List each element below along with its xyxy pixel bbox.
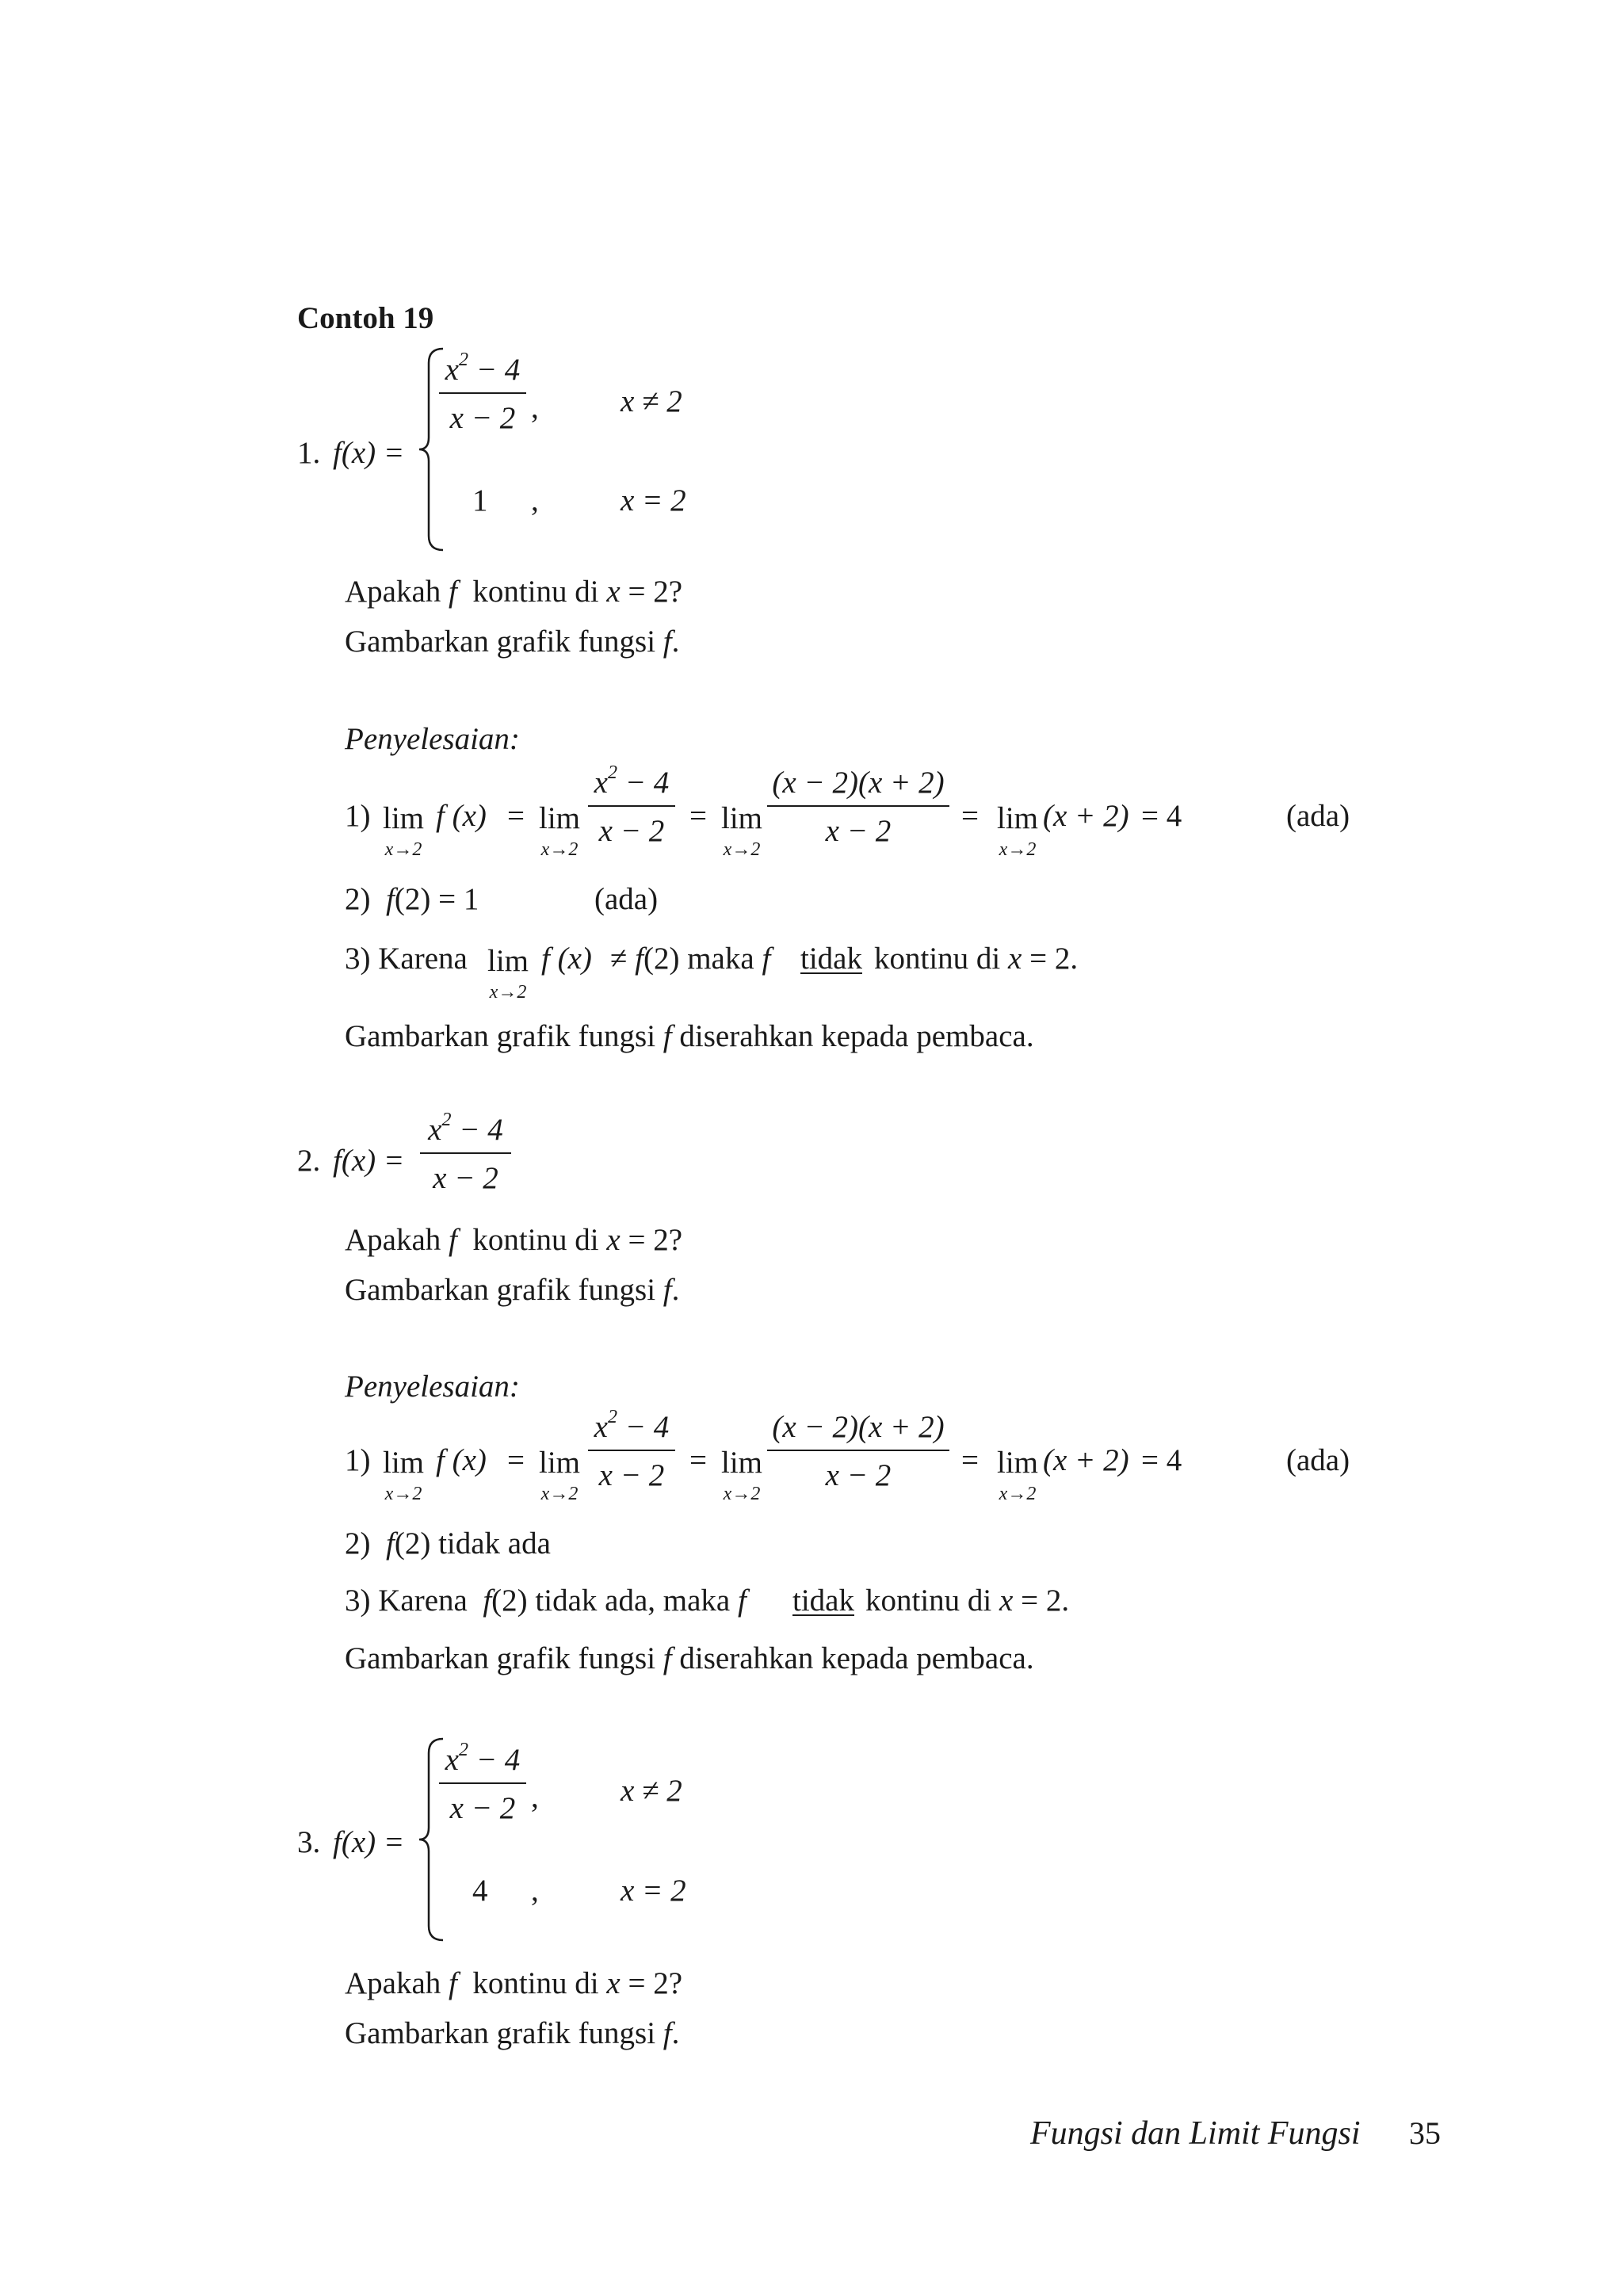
ex2-step1-exists: (ada) — [1286, 1443, 1350, 1477]
ex1-case2-comma: , — [531, 483, 539, 518]
ex1-step2: 2) f(2) = 1 — [345, 882, 479, 916]
ex1-step1-lim-c: lim x→2 — [721, 801, 763, 860]
ex2-label: 2. — [297, 1144, 321, 1178]
ex1-step1-result: = 4 — [1141, 799, 1182, 833]
ex1-step3-fx: f (x) — [541, 942, 592, 976]
ex2-fraction: $x^2 - 4$ x − 2 — [420, 1112, 511, 1196]
ex3-case1-comma: , — [531, 1780, 539, 1814]
ex1-step1-fraction-b: (x − 2)(x + 2) x − 2 — [767, 765, 949, 849]
ex1-step1-eq-c: = — [961, 799, 979, 833]
ex1-case1-comma: , — [531, 391, 539, 425]
ex2-step1-fx: f (x) — [436, 1443, 487, 1477]
ex1-step1-label: 1) — [345, 799, 371, 833]
ex3-question-continuity: Apakah f kontinu di x = 2? — [345, 1966, 683, 2000]
ex3-function: f(x) = — [333, 1825, 405, 1859]
ex3-case2-value: 4 — [472, 1874, 488, 1908]
ex1-step1-fraction-a: $x^2 - 4$ x − 2 — [588, 765, 675, 849]
ex2-step1-lim-c: lim x→2 — [721, 1446, 763, 1504]
ex2-step1-lim-b: lim x→2 — [539, 1446, 581, 1504]
ex1-label: 1. — [297, 436, 321, 470]
example-heading: Contoh 19 — [297, 301, 434, 335]
ex1-question-graph: Gambarkan grafik fungsi f. — [345, 625, 680, 659]
ex2-step3-not: tidak — [792, 1584, 854, 1618]
ex1-step1-exists: (ada) — [1286, 799, 1350, 833]
ex1-step1-fx: f (x) — [436, 799, 487, 833]
ex1-step1-simplified: (x + 2) — [1043, 799, 1129, 833]
ex1-step1-eq-b: = — [689, 799, 707, 833]
ex2-step1-fraction-b: (x − 2)(x + 2) x − 2 — [767, 1409, 949, 1493]
ex2-solution-label: Penyelesaian: — [345, 1370, 520, 1404]
ex1-step3-suffix: kontinu di x = 2. — [874, 942, 1079, 976]
ex1-step1-eq-a: = — [507, 799, 525, 833]
ex1-case1-denominator: x − 2 — [449, 401, 516, 435]
ex1-case1-numerator: $x^2 - 4$ — [445, 350, 521, 387]
ex3-label: 3. — [297, 1825, 321, 1859]
ex2-note: Gambarkan grafik fungsi f diserahkan kepada pembaca. — [345, 1641, 1034, 1675]
ex3-case2-condition: x = 2 — [621, 1874, 686, 1908]
ex1-case2-condition: x = 2 — [621, 483, 686, 518]
ex1-question-continuity: Apakah f kontinu di x = 2? — [345, 575, 683, 609]
ex1-step1-lim-d: lim x→2 — [997, 801, 1039, 860]
footer-page-number: 35 — [1409, 2115, 1441, 2151]
ex1-step3-not: tidak — [800, 942, 862, 976]
ex1-solution-label: Penyelesaian: — [345, 722, 520, 756]
ex1-step3-prefix: 3) Karena — [345, 942, 468, 976]
ex3-case1-fraction: $x^2 - 4$ x − 2 — [439, 1742, 526, 1826]
ex2-question-continuity: Apakah f kontinu di x = 2? — [345, 1223, 683, 1257]
ex2-step3-prefix: 3) Karena f(2) tidak ada, maka f — [345, 1584, 747, 1618]
ex2-step1-eq-b: = — [689, 1443, 707, 1477]
ex1-step3-lim: lim x→2 — [487, 944, 529, 1003]
ex3-case1-condition: x ≠ 2 — [621, 1774, 682, 1808]
ex1-step2-exists: (ada) — [594, 882, 659, 916]
ex2-step1-result: = 4 — [1141, 1443, 1182, 1477]
ex3-case2-comma: , — [531, 1874, 539, 1908]
ex2-question-graph: Gambarkan grafik fungsi f. — [345, 1273, 680, 1307]
ex2-function: f(x) = — [333, 1144, 405, 1178]
ex1-step1-lim-b: lim x→2 — [539, 801, 581, 860]
ex3-question-graph: Gambarkan grafik fungsi f. — [345, 2016, 680, 2050]
ex2-step1-lim-d: lim x→2 — [997, 1446, 1039, 1504]
ex2-step1-fraction-a: $x^2 - 4$ x − 2 — [588, 1409, 675, 1493]
ex1-note: Gambarkan grafik fungsi f diserahkan kepada pembaca. — [345, 1019, 1034, 1053]
ex2-step1-simplified: (x + 2) — [1043, 1443, 1129, 1477]
footer-book-title: Fungsi dan Limit Fungsi — [1030, 2115, 1361, 2152]
ex2-step1-eq-c: = — [961, 1443, 979, 1477]
ex1-case1-fraction — [439, 352, 526, 436]
ex2-step2: 2) f(2) tidak ada — [345, 1526, 551, 1561]
ex1-function: f(x) = — [333, 436, 405, 470]
ex2-step3-suffix: kontinu di x = 2. — [865, 1584, 1070, 1618]
ex1-step3-neq: ≠ f(2) maka f — [610, 942, 771, 976]
ex2-step1-lim-a: lim x→2 — [383, 1446, 425, 1504]
ex1-case1-condition: x ≠ 2 — [621, 384, 682, 418]
ex2-step1-label: 1) — [345, 1443, 371, 1477]
ex2-step1-eq-a: = — [507, 1443, 525, 1477]
ex1-step1-lim-a: lim x→2 — [383, 801, 425, 860]
ex1-case2-value: 1 — [472, 483, 488, 518]
